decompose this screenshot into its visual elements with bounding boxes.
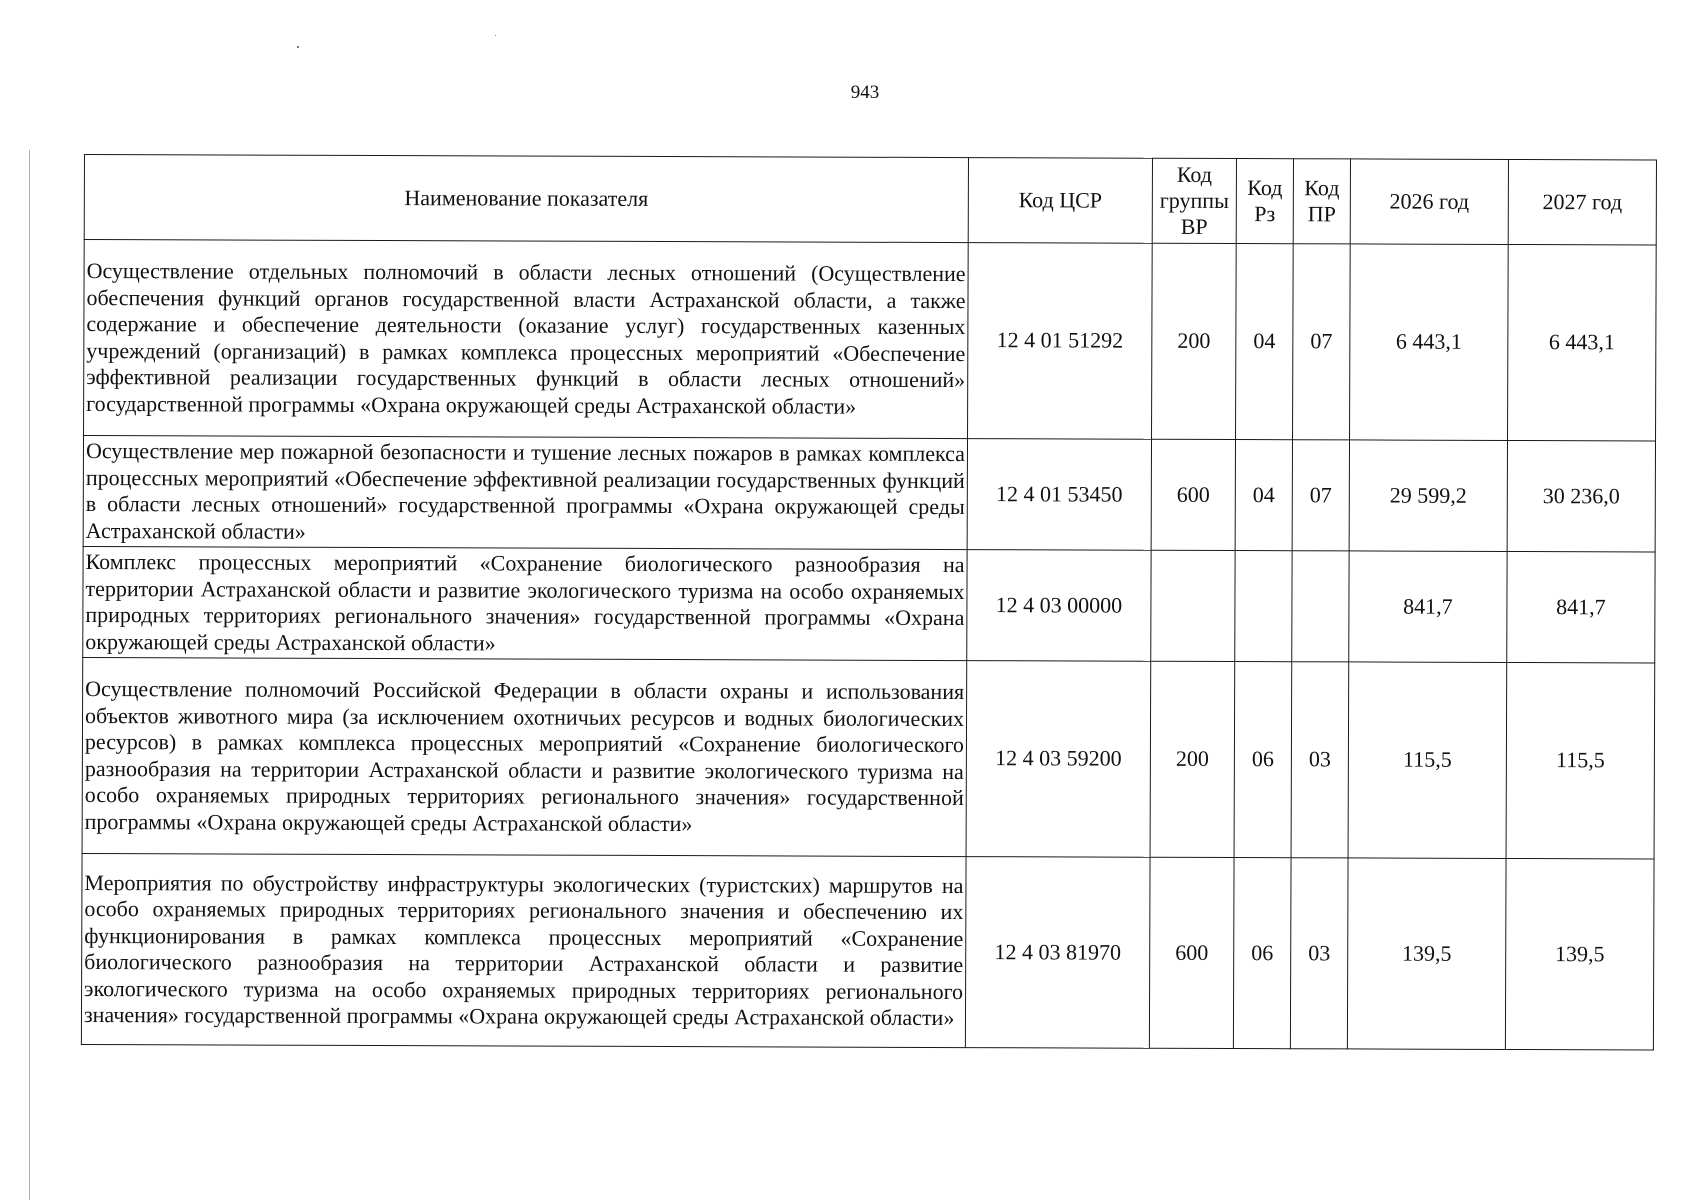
row-name: Осуществление мер пожарной безопасности и тушение лесных пожаров в рамках комплекса процессных мероприятий «Обеспечение эффективной реализации государственных функций в области лесных отношений» государственной программы «Охрана окружающей среды Астраханской области» (83, 436, 967, 550)
table-row (83, 436, 1655, 552)
budget-table (81, 154, 1657, 1050)
row-value-2026: 841,7 (1349, 551, 1507, 663)
row-csr-code: 12 4 03 81970 (965, 857, 1150, 1049)
row-value-2027: 115,5 (1506, 662, 1655, 859)
row-csr-code: 12 4 03 59200 (966, 661, 1151, 858)
table-header-row (84, 155, 1656, 245)
row-vr-code: 200 (1152, 243, 1237, 439)
row-pr-code (1292, 551, 1349, 662)
header-pr-code: Код ПР (1293, 159, 1350, 244)
row-rz-code: 04 (1235, 440, 1292, 551)
table-row (84, 240, 1657, 441)
row-value-2026: 6 443,1 (1350, 244, 1509, 441)
row-pr-code: 03 (1290, 858, 1348, 1049)
row-rz-code: 06 (1233, 858, 1291, 1049)
row-csr-code: 12 4 01 51292 (968, 243, 1153, 440)
row-csr-code: 12 4 03 00000 (967, 550, 1151, 662)
row-value-2026: 29 599,2 (1349, 440, 1507, 552)
row-pr-code: 07 (1293, 244, 1351, 440)
table-row (81, 853, 1654, 1049)
scan-speck (495, 35, 496, 36)
row-value-2027: 139,5 (1505, 858, 1654, 1050)
table-row (83, 546, 1655, 662)
row-value-2026: 115,5 (1348, 662, 1507, 859)
row-name: Комплекс процессных мероприятий «Сохранение биологического разнообразия на территории Астраханской области и развитие экологического туризма на особо охраняемых природных территориях регионального значения» государственной программы «Охрана окружающей среды Астраханской области» (83, 546, 967, 660)
scan-speck (297, 46, 299, 48)
row-value-2027: 841,7 (1507, 551, 1655, 663)
row-vr-code (1151, 550, 1235, 661)
row-vr-code: 200 (1150, 661, 1235, 857)
row-csr-code: 12 4 01 53450 (967, 439, 1151, 551)
row-name: Мероприятия по обустройству инфраструктуры экологических (туристских) маршрутов на особо охраняемых природных территориях регионального значения и обеспечению их функционирования в рамках комплекса процессных мероприятий «Сохранение биологического разнообразия на территории Астраханской области и развитие экологического туризма на особо охраняемых природных территориях регионального значения» государственной программы «Охрана окружающей среды Астраханской области» (81, 853, 966, 1047)
row-vr-code: 600 (1149, 857, 1234, 1048)
table-row (82, 657, 1655, 858)
header-rz-code: Код Рз (1236, 159, 1293, 244)
row-value-2027: 6 443,1 (1508, 244, 1657, 441)
header-csr-code: Код ЦСР (968, 158, 1152, 244)
row-rz-code: 04 (1236, 244, 1294, 440)
header-year-2026: 2026 год (1350, 159, 1508, 245)
row-name: Осуществление отдельных полномочий в области лесных отношений (Осуществление обеспечения функций органов государственной власти Астраханской области, а также содержание и обеспечение деятельности (оказание услуг) государственных казенных учреждений (организаций) в рамках комплекса процессных мероприятий «Обеспечение эффективной реализации государственных функций в области лесных отношений» государственной программы «Охрана окружающей среды Астраханской области» (84, 240, 969, 439)
row-pr-code: 03 (1291, 662, 1349, 858)
header-year-2027: 2027 год (1508, 159, 1656, 245)
row-value-2026: 139,5 (1347, 858, 1506, 1050)
row-rz-code (1235, 551, 1292, 662)
row-vr-code: 600 (1151, 439, 1235, 550)
row-pr-code: 07 (1292, 440, 1349, 551)
row-name: Осуществление полномочий Российской Федерации в области охраны и использования объектов животного мира (за исключением охотничьих ресурсов и водных биологических ресурсов) в рамках комплекса процессных мероприятий «Сохранение биологического разнообразия на территории Астраханской области и развитие экологического туризма на особо охраняемых природных территориях регионального значения» государственной программы «Охрана окружающей среды Астраханской области» (82, 657, 967, 856)
header-name: Наименование показателя (84, 155, 968, 243)
page-number: 943 (850, 82, 880, 103)
binding-edge-line (29, 150, 30, 1200)
row-rz-code: 06 (1234, 662, 1292, 858)
header-vr-code: Код группы ВР (1152, 158, 1236, 243)
row-value-2027: 30 236,0 (1507, 440, 1655, 552)
